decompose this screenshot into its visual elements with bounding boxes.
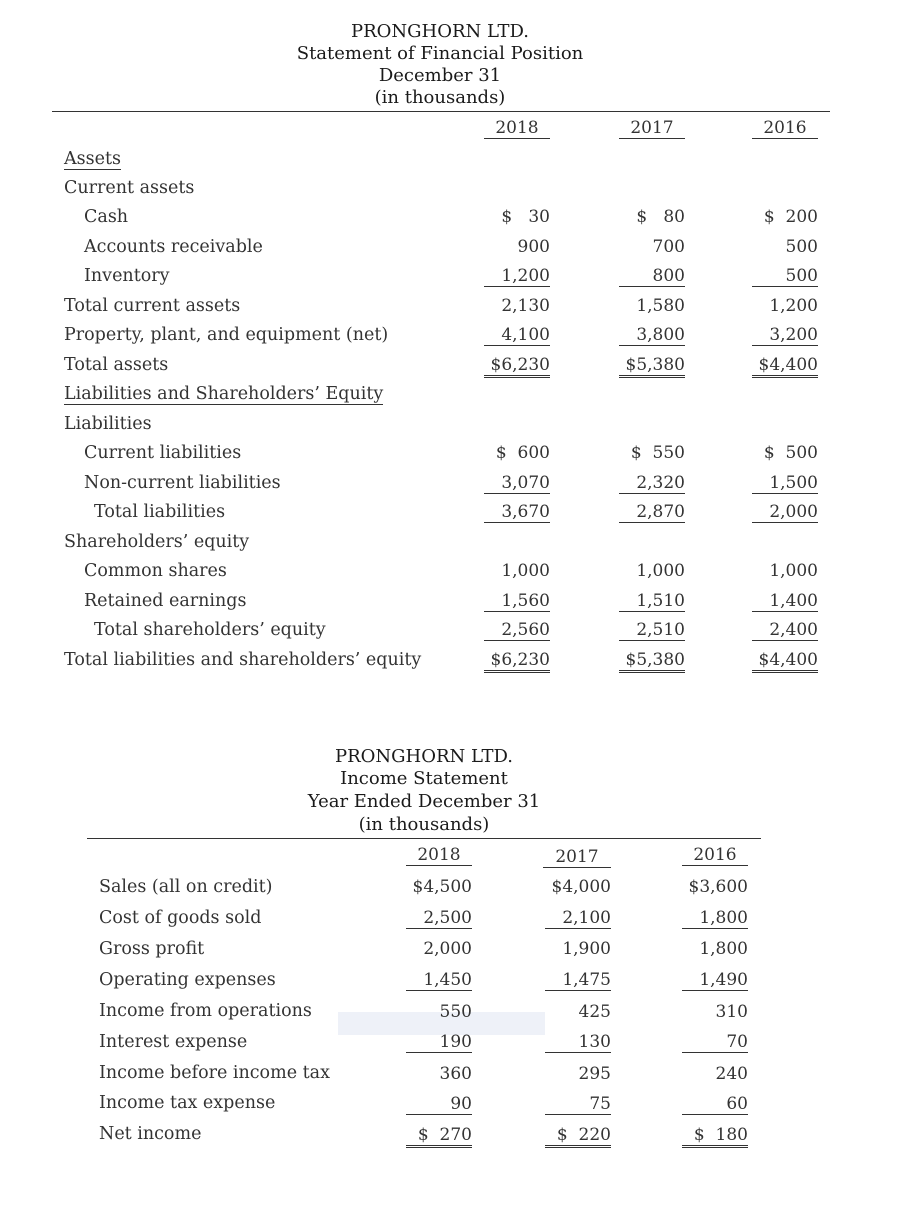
balance-units: (in thousands) — [374, 87, 506, 108]
cs-2018: 1,000 — [501, 561, 550, 581]
ifo-2016: 310 — [715, 1002, 748, 1022]
ar-2016: 500 — [785, 237, 818, 257]
balance-col-2018: 2018 — [484, 118, 550, 139]
ncl-2017: 2,320 — [619, 473, 685, 494]
ncl-2018: 3,070 — [484, 473, 550, 494]
ite-2018: 90 — [406, 1094, 472, 1115]
tl-2017: 2,870 — [619, 502, 685, 523]
row-net-income: Net income — [99, 1124, 202, 1144]
cash-2016: $ 200 — [763, 207, 818, 227]
balance-header-rule — [52, 111, 830, 112]
row-common-shares: Common shares — [84, 561, 227, 581]
ta-2018: $6,230 — [484, 355, 550, 378]
ppe-2016: 3,200 — [752, 325, 818, 346]
ppe-2018: 4,100 — [484, 325, 550, 346]
ni-2017: $ 220 — [545, 1125, 611, 1148]
row-total-shareholders-equity: Total shareholders’ equity — [94, 620, 326, 640]
income-company: PRONGHORN LTD. — [334, 746, 514, 767]
tl-2018: 3,670 — [484, 502, 550, 523]
income-title: Income Statement — [340, 768, 508, 789]
ie-2016: 70 — [682, 1032, 748, 1053]
cogs-2017: 2,100 — [545, 908, 611, 929]
tse-2016: 2,400 — [752, 620, 818, 641]
sales-2018: $4,500 — [412, 877, 472, 897]
income-date: Year Ended December 31 — [307, 791, 541, 812]
ite-2017: 75 — [545, 1094, 611, 1115]
income-units: (in thousands) — [358, 814, 490, 835]
inventory-2018: 1,200 — [484, 266, 550, 287]
row-income-tax-expense: Income tax expense — [99, 1093, 276, 1113]
ifo-2018: 550 — [439, 1002, 472, 1022]
re-2018: 1,560 — [484, 591, 550, 612]
income-col-2018: 2018 — [406, 845, 472, 866]
row-income-before-tax: Income before income tax — [99, 1063, 330, 1083]
cogs-2016: 1,800 — [682, 908, 748, 929]
section-current-assets: Current assets — [64, 178, 195, 198]
section-liabilities: Liabilities — [64, 414, 152, 434]
ni-2018: $ 270 — [406, 1125, 472, 1148]
ibt-2016: 240 — [715, 1064, 748, 1084]
row-total-assets: Total assets — [64, 355, 169, 375]
row-inventory: Inventory — [84, 266, 170, 286]
cogs-2018: 2,500 — [406, 908, 472, 929]
tle-2016: $4,400 — [752, 650, 818, 673]
sales-2016: $3,600 — [688, 877, 748, 897]
inventory-2017: 800 — [619, 266, 685, 287]
cash-2017: $ 80 — [636, 207, 685, 227]
cs-2017: 1,000 — [636, 561, 685, 581]
balance-col-2016: 2016 — [752, 118, 818, 139]
ta-2016: $4,400 — [752, 355, 818, 378]
balance-company: PRONGHORN LTD. — [350, 21, 530, 42]
ifo-2017: 425 — [578, 1002, 611, 1022]
ie-2017: 130 — [545, 1032, 611, 1053]
row-current-liabilities: Current liabilities — [84, 443, 242, 463]
opex-2016: 1,490 — [682, 970, 748, 991]
tca-2017: 1,580 — [636, 296, 685, 316]
gp-2018: 2,000 — [423, 939, 472, 959]
sales-2017: $4,000 — [551, 877, 611, 897]
ibt-2018: 360 — [439, 1064, 472, 1084]
row-operating-expenses: Operating expenses — [99, 970, 276, 990]
row-accounts-receivable: Accounts receivable — [84, 237, 263, 257]
cash-2018: $ 30 — [501, 207, 550, 227]
tl-2016: 2,000 — [752, 502, 818, 523]
ar-2018: 900 — [517, 237, 550, 257]
opex-2017: 1,475 — [545, 970, 611, 991]
opex-2018: 1,450 — [406, 970, 472, 991]
balance-title: Statement of Financial Position — [296, 43, 584, 64]
ppe-2017: 3,800 — [619, 325, 685, 346]
row-total-current-assets: Total current assets — [64, 296, 241, 316]
row-interest-expense: Interest expense — [99, 1032, 248, 1052]
balance-col-2017: 2017 — [619, 118, 685, 139]
cl-2016: $ 500 — [763, 443, 818, 463]
row-retained-earnings: Retained earnings — [84, 591, 247, 611]
row-non-current-liabilities: Non-current liabilities — [84, 473, 281, 493]
row-gross-profit: Gross profit — [99, 939, 205, 959]
gp-2016: 1,800 — [699, 939, 748, 959]
income-col-2016: 2016 — [682, 845, 748, 866]
balance-date: December 31 — [378, 65, 502, 86]
tse-2017: 2,510 — [619, 620, 685, 641]
ar-2017: 700 — [652, 237, 685, 257]
tle-2018: $6,230 — [484, 650, 550, 673]
re-2017: 1,510 — [619, 591, 685, 612]
ncl-2016: 1,500 — [752, 473, 818, 494]
ni-2016: $ 180 — [682, 1125, 748, 1148]
ite-2016: 60 — [682, 1094, 748, 1115]
tle-2017: $5,380 — [619, 650, 685, 673]
gp-2017: 1,900 — [562, 939, 611, 959]
income-header-rule — [87, 838, 761, 839]
cs-2016: 1,000 — [769, 561, 818, 581]
ie-2018: 190 — [406, 1032, 472, 1053]
income-col-2017: 2017 — [543, 847, 611, 868]
row-total-liabilities-equity: Total liabilities and shareholders’ equity — [64, 650, 422, 670]
row-sales: Sales (all on credit) — [99, 877, 273, 897]
row-income-from-operations: Income from operations — [99, 1001, 312, 1021]
row-total-liabilities: Total liabilities — [94, 502, 226, 522]
ibt-2017: 295 — [578, 1064, 611, 1084]
re-2016: 1,400 — [752, 591, 818, 612]
tca-2016: 1,200 — [769, 296, 818, 316]
ta-2017: $5,380 — [619, 355, 685, 378]
section-liabilities-equity: Liabilities and Shareholders’ Equity — [64, 384, 384, 404]
row-cash: Cash — [84, 207, 129, 227]
row-cogs: Cost of goods sold — [99, 908, 262, 928]
inventory-2016: 500 — [752, 266, 818, 287]
cl-2017: $ 550 — [630, 443, 685, 463]
row-ppe: Property, plant, and equipment (net) — [64, 325, 389, 345]
tse-2018: 2,560 — [484, 620, 550, 641]
cl-2018: $ 600 — [495, 443, 550, 463]
section-assets: Assets — [64, 149, 121, 169]
tca-2018: 2,130 — [501, 296, 550, 316]
section-shareholders-equity: Shareholders’ equity — [64, 532, 250, 552]
